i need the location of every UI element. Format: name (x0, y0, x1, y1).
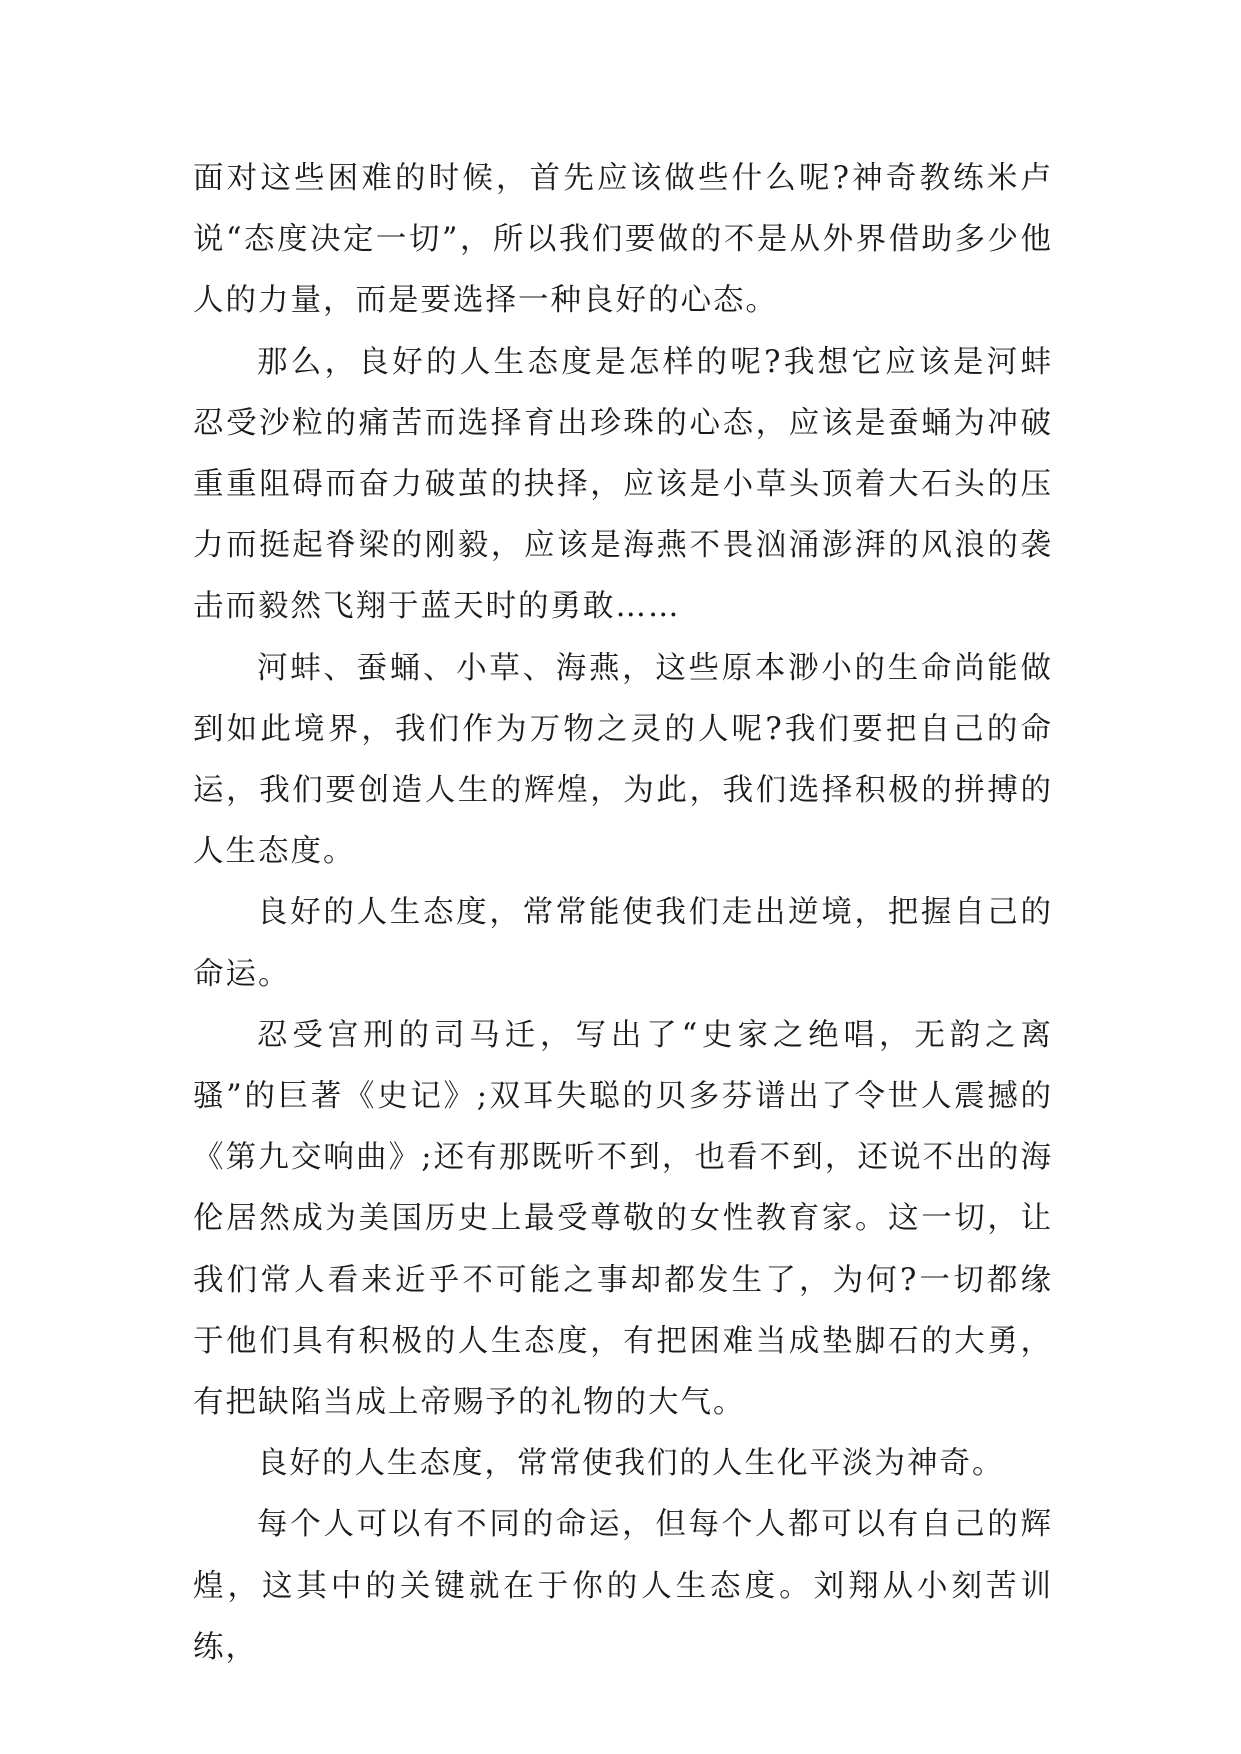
document-body (193, 148, 1053, 1678)
paragraph-4: 良好的人生态度，常常能使我们走出逆境，把握自己的命运。 (193, 895, 1053, 992)
paragraph-7: 每个人可以有不同的命运，但每个人都可以有自己的辉煌，这其中的关键就在于你的人生态度。刘翔从小刻苦训练， (193, 1507, 1053, 1665)
paragraph-2: 那么，良好的人生态度是怎样的呢?我想它应该是河蚌忍受沙粒的痛苦而选择育出珍珠的心态，应该是蚕蛹为冲破重重阻碍而奋力破茧的抉择，应该是小草头顶着大石头的压力而挺起脊梁的刚毅，应该是海燕不畏汹涌澎湃的风浪的袭击而毅然飞翔于蓝天时的勇敢…… (193, 344, 1053, 625)
paragraph-6: 良好的人生态度，常常使我们的人生化平淡为神奇。 (257, 1446, 1005, 1482)
paragraph-5: 忍受宫刑的司马迁，写出了“史家之绝唱，无韵之离骚”的巨著《史记》;双耳失聪的贝多芬谱出了令世人震撼的《第九交响曲》;还有那既听不到，也看不到，还说不出的海伦居然成为美国历史上最受尊敬的女性教育家。这一切，让我们常人看来近乎不可能之事却都发生了，为何?一切都缘于他们具有积极的人生态度，有把困难当成垫脚石的大勇，有把缺陷当成上帝赐予的礼物的大气。 (193, 1017, 1053, 1421)
paragraph-3: 河蚌、蚕蛹、小草、海燕，这些原本渺小的生命尚能做到如此境界，我们作为万物之灵的人呢?我们要把自己的命运，我们要创造人生的辉煌，为此，我们选择积极的拼搏的人生态度。 (193, 650, 1053, 870)
paragraph-1: 面对这些困难的时候，首先应该做些什么呢?神奇教练米卢说“态度决定一切”，所以我们要做的不是从外界借助多少他人的力量，而是要选择一种良好的心态。 (193, 161, 1053, 319)
